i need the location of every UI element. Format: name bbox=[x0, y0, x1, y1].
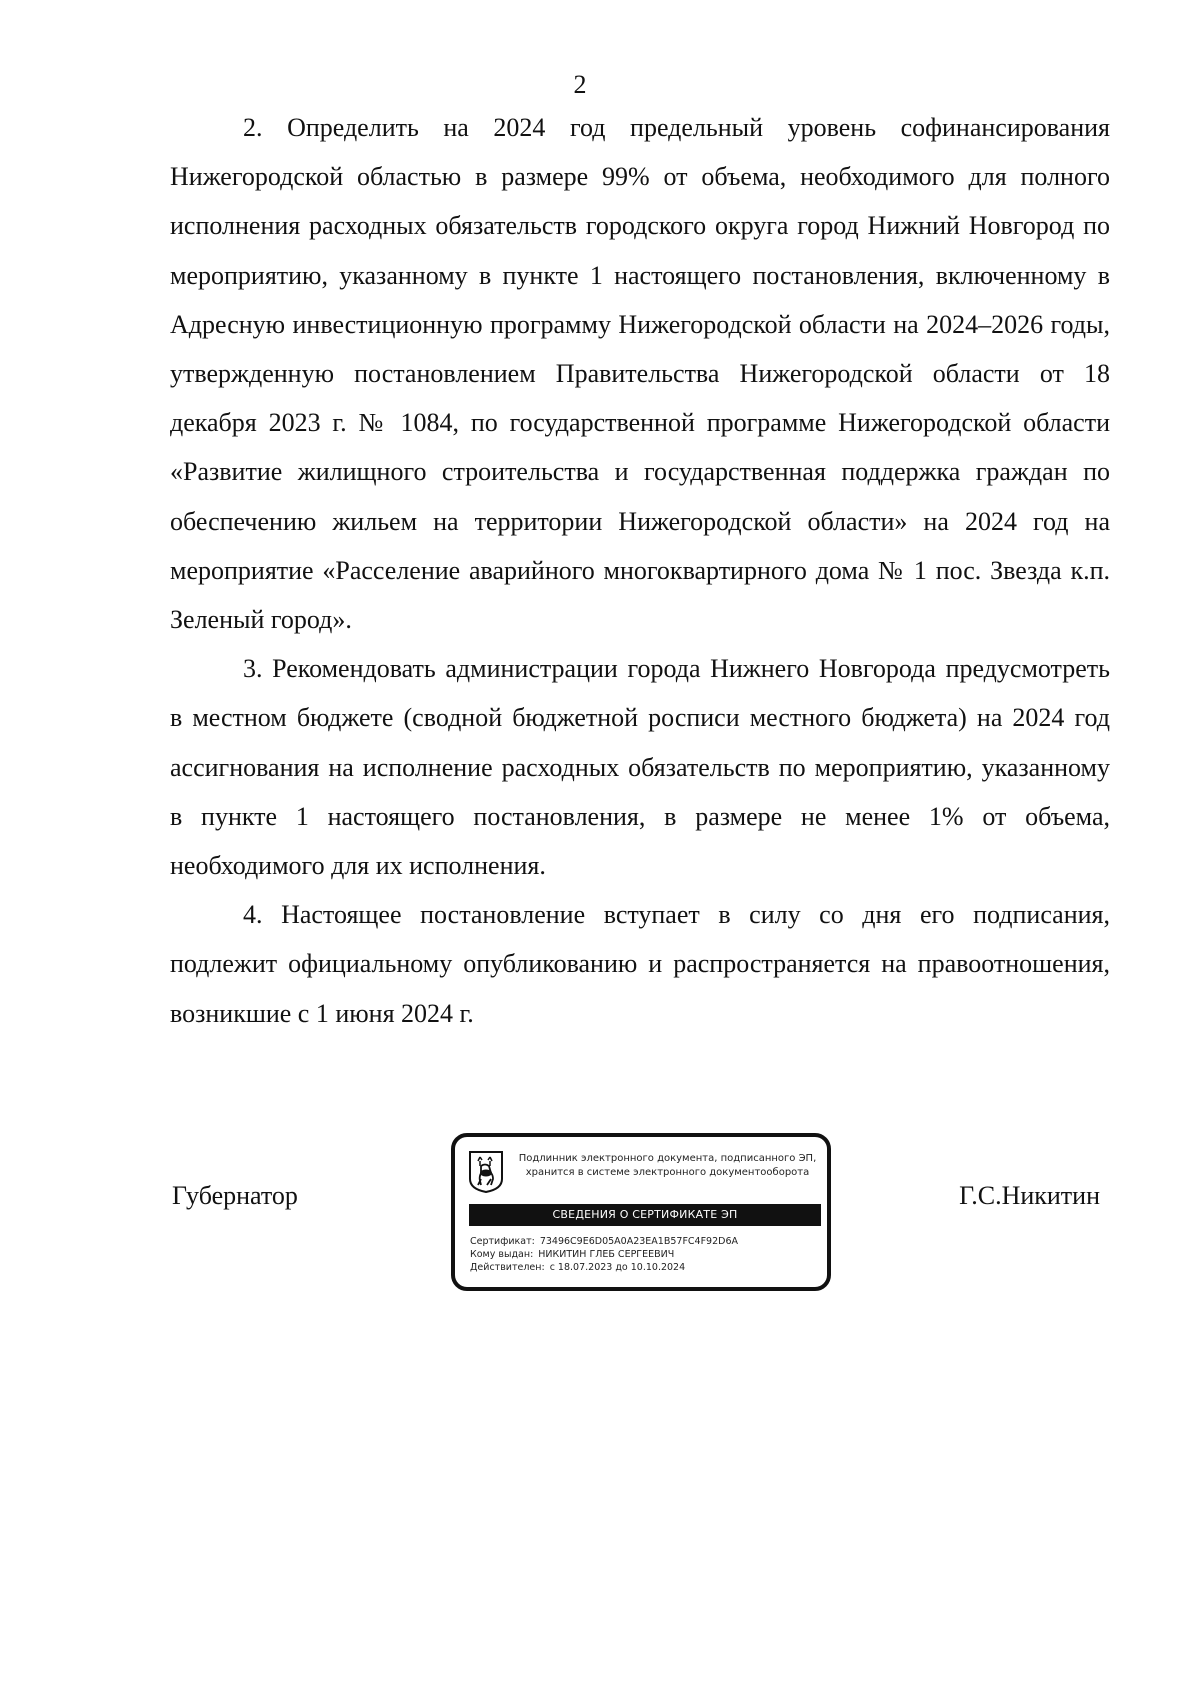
signer-position: Губернатор bbox=[172, 1181, 298, 1210]
valid-label: Действителен: bbox=[470, 1262, 545, 1273]
issued-to-value: НИКИТИН ГЛЕБ СЕРГЕЕВИЧ bbox=[538, 1249, 675, 1260]
stamp-header-line1: Подлинник электронного документа, подписанного ЭП, bbox=[518, 1153, 817, 1164]
valid-row bbox=[470, 1261, 738, 1274]
valid-value: с 18.07.2023 до 10.10.2024 bbox=[549, 1262, 686, 1273]
issued-to-label: Кому выдан: bbox=[470, 1249, 534, 1260]
issued-to-row bbox=[470, 1248, 738, 1261]
certificate-row bbox=[470, 1235, 738, 1248]
paragraph-4: 4. Настоящее постановление вступает в силу со дня его подписания, подлежит официальному опубликованию и распространяется на правоотношения, возникшие с 1 июня 2024 г. bbox=[170, 900, 1110, 1028]
stamp-header bbox=[510, 1152, 825, 1180]
stamp-header-line2: хранится в системе электронного документооборота bbox=[525, 1167, 810, 1178]
stamp-title: СВЕДЕНИЯ О СЕРТИФИКАТЕ ЭП bbox=[469, 1204, 821, 1226]
electronic-signature-stamp bbox=[451, 1133, 831, 1291]
certificate-label: Сертификат: bbox=[470, 1236, 535, 1247]
paragraph-3: 3. Рекомендовать администрации города Нижнего Новгорода предусмотреть в местном бюджете (сводной бюджетной росписи местного бюджета) на 2024 год ассигнования на исполнение расходных обязательств по мероприятию, указанному в пункте 1 настоящего постановления, в размере не менее 1% от объема, необходимого для их исполнения. bbox=[170, 654, 1110, 881]
paragraph-2: 2. Определить на 2024 год предельный уровень софинансирования Нижегородской областью в размере 99% от объема, необходимого для полного исполнения расходных обязательств городского округа город Нижний Новгород по мероприятию, указанному в пункте 1 настоящего постановления, включенному в Адресную инвестиционную программу Нижегородской области на 2024–2026 годы, утвержденную постановлением Правительства Нижегородской области от 18 декабря 2023 г. № 1084, по государственной программе Нижегородской области «Развитие жилищного строительства и государственная поддержка граждан по обеспечению жильем на территории Нижегородской области» на 2024 год на мероприятие «Расселение аварийного многоквартирного дома № 1 пос. Звезда к.п. Зеленый город». bbox=[170, 113, 1110, 635]
deer-emblem-icon bbox=[469, 1151, 503, 1193]
page-number: 2 bbox=[573, 70, 587, 99]
document-body bbox=[170, 103, 1110, 1038]
certificate-value: 73496C9E6D05A0A23EA1B57FC4F92D6A bbox=[539, 1236, 738, 1247]
stamp-details bbox=[470, 1235, 738, 1274]
signer-name: Г.С.Никитин bbox=[959, 1181, 1100, 1210]
